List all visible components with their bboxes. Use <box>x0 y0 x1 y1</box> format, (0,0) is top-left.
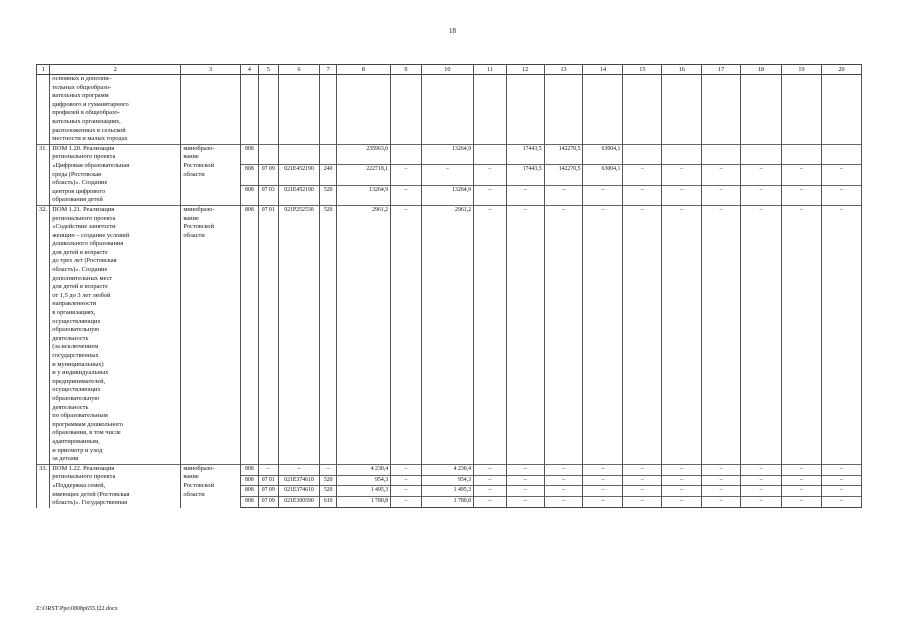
header-cell: 8 <box>336 65 390 75</box>
text-line: имеющих детей (Ростовская <box>52 490 130 498</box>
header-cell: 17 <box>702 65 741 75</box>
text-line: тельных общеобразо- <box>52 83 112 91</box>
value-cell: 63004,1 <box>583 165 623 185</box>
header-cell: 11 <box>473 65 506 75</box>
row-executor <box>181 205 240 464</box>
value-cell: 520 <box>320 475 336 486</box>
value-cell: 13264,9 <box>421 144 473 164</box>
value-cell: – <box>821 205 861 464</box>
value-cell: – <box>473 165 506 185</box>
text-line: направленности <box>52 300 97 308</box>
table-row <box>37 144 862 164</box>
row-executor <box>181 464 240 507</box>
text-line: дополнительных мест <box>52 274 113 282</box>
value-cell: – <box>741 497 782 508</box>
text-line: «Поддержка семей, <box>52 481 106 489</box>
footer-path: Z:\ORST\Ppo\0808p655.f22.docx <box>36 606 118 612</box>
value-cell: 4 230,4 <box>421 464 473 475</box>
header-cell: 4 <box>240 65 258 75</box>
value-cell: – <box>662 185 702 205</box>
value-cell: – <box>821 486 861 497</box>
value-cell: – <box>623 497 662 508</box>
value-cell <box>473 144 506 164</box>
value-cell: – <box>473 185 506 205</box>
text-line: цифрового и гуманитарного <box>52 100 129 108</box>
text-line: и присмотр и уход <box>52 446 103 454</box>
text-line: местности и малых городах <box>52 135 128 143</box>
value-cell: 021E452190 <box>278 165 320 185</box>
value-cell: – <box>662 475 702 486</box>
value-cell: – <box>583 185 623 205</box>
text-line: образования, в том числе <box>52 429 121 437</box>
row-number: 31. <box>37 144 50 205</box>
value-cell: – <box>473 205 506 464</box>
text-line: образовательную <box>52 394 100 402</box>
header-cell: 2 <box>50 65 181 75</box>
page-number: 18 <box>449 27 456 35</box>
value-cell: – <box>259 464 278 475</box>
header-cell: 16 <box>662 65 702 75</box>
text-line: осуществляющих <box>52 317 101 325</box>
header-cell: 5 <box>259 65 278 75</box>
value-cell: – <box>702 165 741 185</box>
value-cell: 07 01 <box>259 475 278 486</box>
text-line: (за исключением <box>52 343 99 351</box>
value-cell: – <box>583 464 623 475</box>
value-cell: – <box>741 464 782 475</box>
value-cell: – <box>782 475 822 486</box>
value-cell: – <box>506 185 544 205</box>
text-line: в организациях, <box>52 309 96 317</box>
text-line: женщин – создание условий <box>52 231 130 239</box>
value-cell: – <box>506 497 544 508</box>
value-cell: – <box>583 205 623 464</box>
value-cell: – <box>662 486 702 497</box>
text-line: Ростовской <box>183 161 215 169</box>
text-line: и муниципальных) <box>52 360 104 368</box>
value-cell: 2961,2 <box>421 205 473 464</box>
header-cell: 6 <box>278 65 320 75</box>
text-line: для детей в возрасте <box>52 283 108 291</box>
value-cell: – <box>391 486 422 497</box>
text-line: вательных организациях, <box>52 117 121 125</box>
value-cell: 07 09 <box>259 486 278 497</box>
value-cell: – <box>544 475 583 486</box>
value-cell: 520 <box>320 185 336 205</box>
value-cell: 021P252530 <box>278 205 320 464</box>
header-cell: 18 <box>741 65 782 75</box>
value-cell: 808 <box>240 205 258 464</box>
value-cell: – <box>473 497 506 508</box>
value-cell: 07 09 <box>259 165 278 185</box>
value-cell: 07 01 <box>259 205 278 464</box>
text-line: область)». Государственная <box>52 499 128 507</box>
header-cell: 7 <box>320 65 336 75</box>
text-line: образования детей <box>52 196 103 204</box>
value-cell <box>782 144 822 164</box>
text-line: расположенных в сельской <box>52 126 126 134</box>
text-line: минобразо- <box>183 205 215 213</box>
header-cell: 12 <box>506 65 544 75</box>
value-cell: – <box>782 464 822 475</box>
text-line: область)». Создание <box>52 179 108 187</box>
value-cell: – <box>623 486 662 497</box>
table-row <box>37 464 862 475</box>
value-cell: – <box>391 497 422 508</box>
value-cell: – <box>391 475 422 486</box>
text-line: государственных <box>52 352 99 359</box>
value-cell: 520 <box>320 205 336 464</box>
text-line: деятельность <box>52 334 89 342</box>
value-cell: – <box>741 205 782 464</box>
budget-table <box>36 64 862 508</box>
text-line: за детьми <box>52 455 79 463</box>
value-cell: – <box>506 486 544 497</box>
value-cell: – <box>662 497 702 508</box>
value-cell: – <box>623 464 662 475</box>
table-row <box>37 75 862 145</box>
table-row <box>37 205 862 464</box>
text-line: «Цифровая образовательная <box>52 161 130 169</box>
value-cell: 021E374610 <box>278 486 320 497</box>
value-cell: – <box>821 475 861 486</box>
text-line: области <box>183 170 205 178</box>
value-cell: – <box>391 165 422 185</box>
value-cell: 1 495,3 <box>421 486 473 497</box>
value-cell: – <box>544 486 583 497</box>
value-cell <box>741 144 782 164</box>
value-cell: 07 09 <box>259 497 278 508</box>
text-line: центров цифрового <box>52 187 106 195</box>
value-cell: 808 <box>240 475 258 486</box>
value-cell: 808 <box>240 165 258 185</box>
value-cell: – <box>782 185 822 205</box>
value-cell: – <box>278 464 320 475</box>
text-line: ПОМ 1.21. Реализация <box>52 205 115 213</box>
value-cell: – <box>702 497 741 508</box>
value-cell: 240 <box>320 165 336 185</box>
header-cell: 1 <box>37 65 50 75</box>
value-cell: 021E374610 <box>278 475 320 486</box>
text-line: программам дошкольного <box>52 420 123 428</box>
text-line: области <box>183 490 205 498</box>
value-cell: 1 780,8 <box>421 497 473 508</box>
text-line: регионального проекта <box>52 473 116 481</box>
value-cell: – <box>421 165 473 185</box>
text-line: от 1,5 до 3 лет любой <box>52 291 111 299</box>
value-cell: 63004,1 <box>583 144 623 164</box>
value-cell: 17443,5 <box>506 144 544 164</box>
text-line: вание <box>183 153 199 161</box>
value-cell: 808 <box>240 497 258 508</box>
text-line: вание <box>183 473 199 481</box>
value-cell: 021E300590 <box>278 497 320 508</box>
value-cell: 142270,5 <box>544 165 583 185</box>
text-line: Ростовской <box>183 481 215 489</box>
value-cell: 1 495,3 <box>336 486 390 497</box>
text-line: области <box>183 231 205 239</box>
value-cell: 142270,5 <box>544 144 583 164</box>
header-cell: 13 <box>544 65 583 75</box>
value-cell: – <box>821 464 861 475</box>
value-cell: – <box>741 475 782 486</box>
value-cell: – <box>741 185 782 205</box>
value-cell: – <box>782 486 822 497</box>
value-cell: 808 <box>240 144 258 164</box>
value-cell: – <box>782 497 822 508</box>
header-cell: 20 <box>821 65 861 75</box>
value-cell: – <box>702 185 741 205</box>
value-cell: 13264,9 <box>336 185 390 205</box>
value-cell: – <box>391 185 422 205</box>
value-cell: – <box>544 205 583 464</box>
value-cell: 520 <box>320 486 336 497</box>
value-cell: 2961,2 <box>336 205 390 464</box>
value-cell: 13264,9 <box>421 185 473 205</box>
value-cell: – <box>391 464 422 475</box>
row-description <box>50 144 181 205</box>
value-cell: – <box>702 486 741 497</box>
value-cell: – <box>583 475 623 486</box>
text-line: деятельность <box>52 403 89 411</box>
header-cell: 15 <box>623 65 662 75</box>
text-line: до трех лет (Ростовская <box>52 257 117 265</box>
value-cell: – <box>662 464 702 475</box>
value-cell: – <box>473 486 506 497</box>
text-line: минобразо- <box>183 144 215 152</box>
value-cell: 808 <box>240 486 258 497</box>
value-cell <box>278 144 320 164</box>
value-cell: – <box>662 165 702 185</box>
value-cell: 222718,1 <box>336 165 390 185</box>
value-cell: – <box>623 205 662 464</box>
header-cell: 9 <box>391 65 422 75</box>
value-cell: 235963,0 <box>336 144 390 164</box>
value-cell: 954,3 <box>336 475 390 486</box>
header-cell: 3 <box>181 65 240 75</box>
value-cell: 17443,5 <box>506 165 544 185</box>
value-cell: – <box>662 205 702 464</box>
text-line: и у индивидуальных <box>52 369 109 377</box>
header-row <box>37 65 862 75</box>
row-executor <box>181 144 240 205</box>
text-line: образовательную <box>52 326 100 334</box>
header-cell: 19 <box>782 65 822 75</box>
value-cell: – <box>741 165 782 185</box>
text-line: область)». Создание <box>52 266 108 274</box>
text-line: дошкольного образования <box>52 240 124 248</box>
value-cell: – <box>702 205 741 464</box>
value-cell: – <box>623 165 662 185</box>
value-cell: – <box>623 185 662 205</box>
header-cell: 14 <box>583 65 623 75</box>
value-cell: – <box>583 486 623 497</box>
text-line: регионального проекта <box>52 214 116 222</box>
value-cell: 07 03 <box>259 185 278 205</box>
text-line: ПОМ 1.22. Реализация <box>52 464 115 472</box>
row-number: 32. <box>37 205 50 464</box>
text-line: «Содействие занятости <box>52 223 116 231</box>
value-cell: – <box>320 464 336 475</box>
value-cell: – <box>821 497 861 508</box>
text-line: по образовательным <box>52 412 108 420</box>
value-cell: 610 <box>320 497 336 508</box>
text-line: вательных программ <box>52 92 109 100</box>
value-cell <box>623 144 662 164</box>
row-number: 33. <box>37 464 50 507</box>
value-cell: 954,3 <box>421 475 473 486</box>
value-cell: – <box>782 205 822 464</box>
value-cell: – <box>702 475 741 486</box>
value-cell <box>662 144 702 164</box>
value-cell: – <box>506 205 544 464</box>
value-cell: – <box>506 475 544 486</box>
text-line: предпринимателей, <box>52 377 106 385</box>
continuation-desc <box>50 75 181 145</box>
value-cell: – <box>821 185 861 205</box>
text-line: профилей в общеобразо- <box>52 109 120 117</box>
value-cell <box>259 144 278 164</box>
value-cell: – <box>741 486 782 497</box>
value-cell <box>320 144 336 164</box>
value-cell: – <box>821 165 861 185</box>
value-cell <box>702 144 741 164</box>
text-line: минобразо- <box>183 464 215 472</box>
value-cell: – <box>702 464 741 475</box>
text-line: среда (Ростовская <box>52 170 101 178</box>
value-cell: – <box>473 464 506 475</box>
row-description <box>50 205 181 464</box>
row-description <box>50 464 181 507</box>
value-cell: – <box>506 464 544 475</box>
text-line: адаптированным, <box>52 437 100 445</box>
text-line: ПОМ 1.20. Реализация <box>52 144 115 152</box>
value-cell: – <box>782 165 822 185</box>
text-line: Ростовской <box>183 223 215 231</box>
value-cell: 808 <box>240 464 258 475</box>
value-cell: – <box>544 497 583 508</box>
value-cell: – <box>583 497 623 508</box>
value-cell: 1 780,8 <box>336 497 390 508</box>
text-line: осуществляющих <box>52 386 101 394</box>
value-cell: – <box>623 475 662 486</box>
text-line: регионального проекта <box>52 153 116 161</box>
header-cell: 10 <box>421 65 473 75</box>
value-cell: 021E452190 <box>278 185 320 205</box>
value-cell <box>391 144 422 164</box>
value-cell: – <box>544 464 583 475</box>
value-cell <box>821 144 861 164</box>
text-line: вание <box>183 214 199 222</box>
value-cell: – <box>473 475 506 486</box>
value-cell: – <box>391 205 422 464</box>
value-cell: – <box>544 185 583 205</box>
text-line: основных и дополни– <box>52 75 112 82</box>
value-cell: 4 230,4 <box>336 464 390 475</box>
value-cell: 808 <box>240 185 258 205</box>
text-line: для детей в возрасте <box>52 248 108 256</box>
